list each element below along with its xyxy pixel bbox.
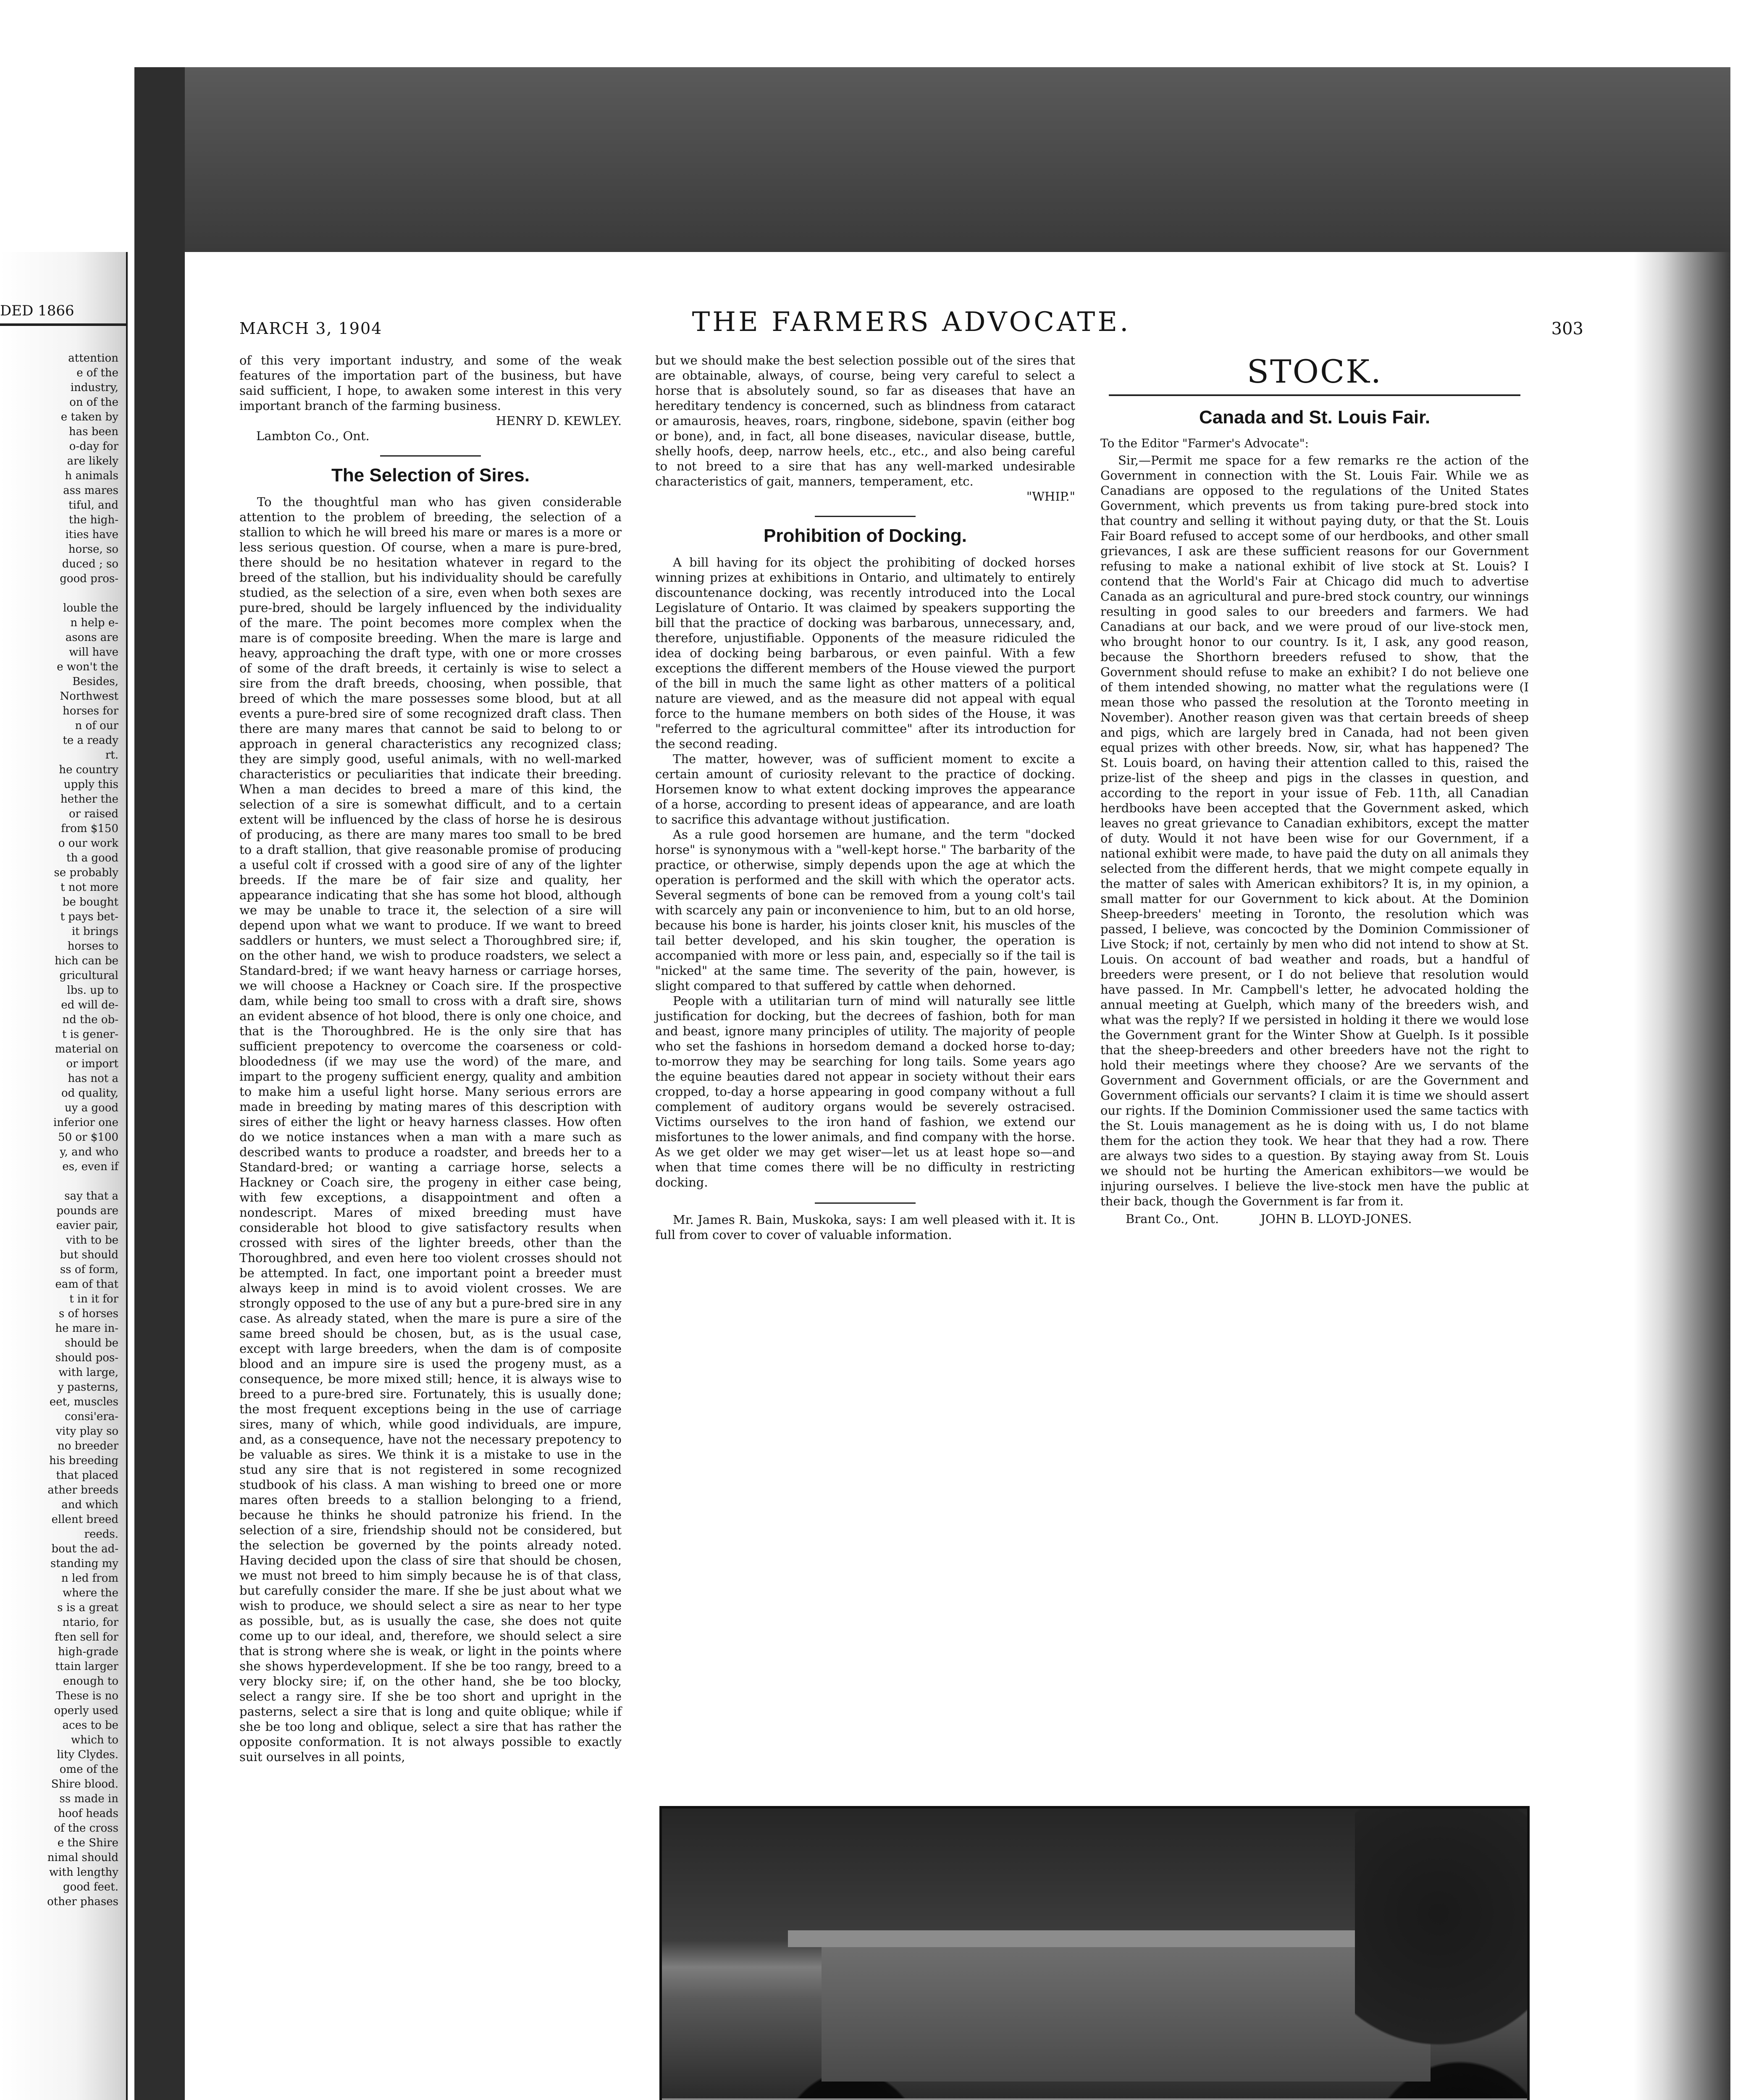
adjacent-page-line: eam of that <box>55 1278 118 1291</box>
adjacent-page-line: has not a <box>68 1072 118 1085</box>
adjacent-page-line: his breeding <box>49 1454 118 1467</box>
column-2 <box>655 353 1075 1242</box>
adjacent-page-line: ss made in <box>59 1793 118 1805</box>
article-heading-st-louis-fair: Canada and St. Louis Fair. <box>1199 407 1431 428</box>
adjacent-page-line: t in it for <box>69 1293 118 1305</box>
adjacent-page-line: no breeder <box>58 1440 118 1452</box>
adjacent-page-text <box>0 351 126 1909</box>
adjacent-page-line: or raised <box>69 808 118 820</box>
adjacent-page-line: and which <box>61 1499 118 1511</box>
adjacent-page-line: es, even if <box>62 1160 118 1173</box>
adjacent-page-line: th a good <box>66 852 118 864</box>
adjacent-page-line: horses to <box>67 940 118 953</box>
adjacent-page-line: attention <box>68 352 118 365</box>
adjacent-page-line: od quality, <box>61 1087 118 1100</box>
adjacent-page-line: tiful, and <box>68 499 118 512</box>
adjacent-page-line: t is gener- <box>62 1028 118 1041</box>
adjacent-page-line: s is a great <box>57 1601 118 1614</box>
adjacent-page-line: from $150 <box>61 822 118 835</box>
publication-title: THE FARMERS ADVOCATE. <box>692 307 1131 338</box>
reader-note-text: Mr. James R. Bain, Muskoka, says: I am well pleased with it. It is full from cover to cover of valuable information. <box>655 1213 1075 1242</box>
adjacent-page-line: gricultural <box>59 969 118 982</box>
newspaper-page <box>185 252 1634 2100</box>
adjacent-page-line: t pays bet- <box>60 911 118 923</box>
photo-barn <box>822 1947 1431 2082</box>
adjacent-page-line: n help e- <box>70 617 118 629</box>
adjacent-page-line: it brings <box>71 925 118 938</box>
adjacent-page-line: ather breeds <box>47 1484 118 1496</box>
adjacent-page-line: Besides, <box>72 675 118 688</box>
page-header <box>239 307 1583 344</box>
adjacent-page-line: vith to be <box>66 1234 118 1247</box>
cattle-photograph <box>659 1806 1530 2100</box>
section-title-stock: STOCK. <box>1247 353 1383 390</box>
column-3 <box>1100 353 1529 1226</box>
adjacent-page-line: Northwest <box>60 690 118 703</box>
intro-paragraph: of this very important industry, and some of the weak features of the importation part of the business, but have said sufficient, I hope, to awaken some interest in this very important branch of the farming business. <box>239 353 622 413</box>
adjacent-page-line: horse, so <box>68 543 118 556</box>
adjacent-page-line: ed will de- <box>61 999 118 1011</box>
adjacent-page-line: are likely <box>67 455 118 467</box>
photo-tree <box>1355 1809 1527 2100</box>
article-paragraph: As a rule good horsemen are humane, and the term "docked horse" is synonymous with a "well-kept horse." The barbarity of the practice, or otherwise, simply depends upon the age at which the operation is performed and the skill with which the operator acts. Several segments of bone can be removed from a young colt's tail with scarcely any pain or inconvenience to him, but to an old horse, because his bone is harder, his joints closer knit, his muscles of the tail better developed, and his skin tougher, the operation is accompanied with more or less pain, and, especially so if the tail is "nicked" at the same time. The severity of the pain, however, is slight compared to that suffered by cattle when dehorned. <box>655 827 1075 993</box>
salutation: To the Editor "Farmer's Advocate": <box>1100 436 1309 450</box>
reader-note <box>655 1212 1075 1242</box>
adjacent-page-line: aces to be <box>62 1719 118 1732</box>
issue-date: MARCH 3, 1904 <box>239 319 383 338</box>
adjacent-page-line: ntario, for <box>62 1616 118 1629</box>
adjacent-page-line: te a ready <box>63 734 118 747</box>
adjacent-page-line: upply this <box>63 778 118 791</box>
photo-figure <box>659 1806 1525 2100</box>
scan-border-right <box>1634 252 1730 2100</box>
adjacent-page-line: ities have <box>65 528 118 541</box>
adjacent-page-line: inferior one <box>53 1116 118 1129</box>
intro-location: Lambton Co., Ont. <box>256 429 370 443</box>
adjacent-page-line: should be <box>65 1337 118 1349</box>
adjacent-page-line: e the Shire <box>57 1837 118 1849</box>
intro-author: HENRY D. KEWLEY. <box>496 414 622 428</box>
intro-signature <box>239 413 622 444</box>
adjacent-page-line: enough to <box>63 1675 118 1688</box>
adjacent-page-line: operly used <box>54 1704 118 1717</box>
adjacent-page-line <box>0 1174 126 1189</box>
adjacent-page-line: material on <box>55 1043 118 1055</box>
article-paragraph: The matter, however, was of sufficient moment to excite a certain amount of curiosity relevant to the practice of docking. Horsemen know to what extent docking improves the appearance of a horse, according to present ideas of appearance, and are loath to sacrifice this advantage without justification. <box>655 752 1075 827</box>
article-body-selection-of-sires <box>239 494 622 1764</box>
adjacent-page-line: he mare in- <box>55 1322 118 1335</box>
article-body-prohibition-of-docking <box>655 555 1075 1190</box>
adjacent-page-line: he country <box>59 764 118 776</box>
column-2-intro <box>655 353 1075 489</box>
adjacent-page-strip <box>0 252 128 2100</box>
adjacent-page-line: hether the <box>60 793 118 806</box>
adjacent-page-line: with large, <box>58 1366 118 1379</box>
adjacent-page-line: louble the <box>63 602 118 614</box>
adjacent-page-line: n led from <box>61 1572 118 1585</box>
adjacent-page-line: These is no <box>56 1690 118 1702</box>
adjacent-page-line: uy a good <box>64 1102 118 1114</box>
intro-paragraph-2: but we should make the best selection possible out of the sires that are obtainable, always, of course, being very careful to select a horse that is absolutely sound, so far as diseases that have an hereditary tendency is concerned, such as blindness from cataract or amaurosis, heaves, roars, ringbone, sidebone, spavin (either bog or bone), and, in fact, all bone diseases, navicular disease, buttle, shelly hoofs, deep, narrow heels, etc., etc., and also being careful to not breed to a sire that has any well-marked undesirable characteristics of gait, manners, temperament, etc. <box>655 353 1075 488</box>
adjacent-page-line: hich can be <box>55 955 118 967</box>
adjacent-page-line: s of horses <box>58 1307 118 1320</box>
adjacent-page-line: hoof heads <box>58 1807 118 1820</box>
article-paragraph: People with a utilitarian turn of mind will naturally see little justification for docking, but the decrees of fashion, both for man and beast, ignore many principles of utility. The majority of people who set the fashions in horsedom demand a docked horse to-day; to-morrow they may be searching for long tails. Some years ago the equine beauties dared not appear in society without their ears cropped, to-day a horse appearing in good company without a full complement of auditory organs would be severely ostracised. Victims ourselves to the iron hand of fashion, we extend our misfortunes to the lower animals, and find company with the horse. As we get older we may get wiser—let us at least hope so—and when that time comes there will be no difficulty in restricting docking. <box>655 994 1075 1189</box>
adjacent-page-line: o our work <box>58 837 118 850</box>
adjacent-page-line: ss of form, <box>60 1263 118 1276</box>
adjacent-page-line: ttain larger <box>55 1660 118 1673</box>
adjacent-page-line: will have <box>69 646 118 659</box>
article-heading-prohibition-of-docking: Prohibition of Docking. <box>764 525 967 546</box>
section-rule <box>380 455 481 457</box>
adjacent-page-line: t not more <box>60 881 118 894</box>
scan-border-left <box>134 67 185 2100</box>
adjacent-page-line: ellent breed <box>51 1513 118 1526</box>
adjacent-page-line: high-grade <box>58 1646 118 1658</box>
adjacent-page-line: of the cross <box>54 1822 118 1835</box>
article-body-st-louis-fair <box>1100 453 1529 1209</box>
adjacent-page-line: nimal should <box>47 1851 118 1864</box>
signature-location: Brant Co., Ont. <box>1126 1212 1219 1226</box>
column-1-intro <box>239 353 622 413</box>
article-paragraph: To the thoughtful man who has given considerable attention to the problem of breeding, the selection of a stallion to which he will breed his mare or mares is a more or less serious question. Of course, when a mare is pure-bred, there should be no hesitation whatever in regard to the breed of the stallion, but his individuality should be carefully studied, as the selection of a sire, even when both sexes are pure-bred, should be largely influenced by the individuality of the mare. The point becomes more complex when the mare is of composite breeding. When the mare is large and heavy, approaching the draft type, with one or more crosses of some of the draft breeds, it certainly is wise to select a sire from the draft breeds, choosing, when possible, that breed of which the mare possesses some blood, but at all events a pure-bred sire of some recognized draft class. Then there are many mares that cannot be said to belong to or approach in general characteristics any recognized class; they are simply good, useful animals, with no well-marked characteristics or peculiarities that indicate their breeding. When a man decides to breed a mare of this kind, the selection of a sire is somewhat difficult, and to a certain extent will be influenced by the class of horse he is desirous of producing, as there are many mares too small to be bred to a draft stallion, that give reasonable promise of producing a useful colt if crossed with a good sire of any of the lighter breeds. If the mare be of fair size and quality, her appearance indicating that she has some hot blood, although we may be unable to trace it, the selection of a sire will depend upon what we want to produce. If we want to breed saddlers or hunters, we must select a Thoroughbred sire; if, on the other hand, we wish to produce roadsters, we select a Standard-bred; if we want heavy harness or carriage horses, we will choose a Hackney or Coach sire. If the prospective dam, while being too small to cross with a draft sire, shows an evident absence of hot blood, there is only one choice, and that is the Thoroughbred. He is the only sire that has sufficient prepotency to overcome the coarseness or cold-bloodedness (if we may use the word) of the mare, and impart to the progeny sufficient energy, quality and ambition to make him a useful light horse. Many serious errors are made in breeding by mating mares of this description with sires of either the light or heavy harness classes. How often do we notice instances when a man with a mare such as described wants to produce a roadster, and breeds her to a Standard-bred; or wanting a carriage horse, selects a Hackney or Coach sire, the progeny in either case being, with few exceptions, a disappointment and often a nondescript. Mares of mixed breeding must have considerable hot blood to give satisfactory results when crossed with sires of the lighter breeds, other than the Thoroughbred, and even here too violent crosses should not be attempted. In fact, one important point a breeder must always keep in mind is to avoid violent crosses. We are strongly opposed to the use of any but a pure-bred sire in any case. As already stated, when the mare is pure a sire of the same breed should be chosen, but, as is the usual case, except with large breeders, when the dam is of composite blood and an impure sire is used the progeny must, as a consequence, be more mixed still; hence, it is always wise to breed to a pure-bred sire. Fortunately, this is usually done; the most frequent exceptions being in the use of carriage sires, many of which, while good individuals, are impure, and, as a consequence, have not the necessary prepotency to be valuable as sires. We think it is a mistake to use in the stud any sire that is not registered in some recognized studbook of his class. A man wishing to breed one or more mares often breeds to a stallion belonging to a friend, because he thinks he should patronize his friend. In the selection of a sire, friendship should not be considered, but the selection be governed by the points already noted. Having decided upon the class of sire that should be chosen, we must not breed to him simply because he is of that class, but carefully consider the mare. If she be just about what we wish to produce, we should select a sire as near to her type as possible, but, as is usually the case, she does not quite come up to our ideal, and, therefore, we should select a sire that is strong where she is weak, or light in the points where she shows hyperdevelopment. If she be too rangy, breed to a very blocky sire; if, on the other hand, she be too blocky, select a rangy sire. If she be too short and upright in the pasterns, select a sire that is long and quite oblique; while if she be too long and oblique, select a sire that has rather the opposite conformation. It is not always possible to exactly suit ourselves in all points, <box>239 495 622 1764</box>
article-paragraph: A bill having for its object the prohibiting of docked horses winning prizes at exhibitions in Ontario, and ultimately to entirely discountenance docking, was recently introduced into the Local Legislature of Ontario. It was claimed by speakers supporting the bill that the practice of docking was barbarous, unnecessary, and, therefore, unjustifiable. Opponents of the measure ridiculed the idea of docking being barbarous, or even painful. With a few exceptions the different members of the House viewed the purport of the bill in much the same light as other matters of a political nature are viewed, and as the measure did not appeal with equal force to the humane members on both sides of the House, it was "referred to the agricultural committee" after its introduction for the second reading. <box>655 555 1075 751</box>
adjacent-page-line <box>0 586 126 601</box>
adjacent-page-line: eavier pair, <box>56 1219 118 1232</box>
photo-fence <box>662 2098 1527 2100</box>
column-1 <box>239 353 622 1764</box>
adjacent-page-line: Shire blood. <box>51 1778 118 1790</box>
adjacent-page-line: y pasterns, <box>57 1381 118 1394</box>
section-rule-2 <box>815 516 916 517</box>
adjacent-page-line: vity play so <box>56 1425 118 1438</box>
adjacent-page-line: should pos- <box>55 1352 118 1364</box>
adjacent-page-line: pounds are <box>56 1205 118 1217</box>
adjacent-page-line: lbs. up to <box>67 984 118 997</box>
adjacent-page-line: or import <box>66 1058 118 1070</box>
adjacent-page-line: industry, <box>70 381 118 394</box>
scan-border-top <box>134 67 1730 252</box>
adjacent-page-line: e of the <box>76 367 118 379</box>
adjacent-page-line: good feet. <box>63 1881 118 1893</box>
adjacent-page-line: other phases <box>47 1895 118 1908</box>
adjacent-page-line: but should <box>60 1249 118 1261</box>
adjacent-page-line: duced ; so <box>62 558 118 570</box>
adjacent-page-line: good pros- <box>60 572 118 585</box>
adjacent-page-line: n of our <box>75 719 118 732</box>
adjacent-page-line: nd the ob- <box>62 1013 118 1026</box>
signature-author: JOHN B. LLOYD-JONES. <box>1260 1212 1412 1226</box>
adjacent-page-line: that placed <box>56 1469 118 1482</box>
adjacent-page-line: o-day for <box>69 440 118 453</box>
adjacent-page-line: rt. <box>105 749 118 761</box>
intro-author-2: "WHIP." <box>1026 489 1075 504</box>
article-paragraph: Sir,—Permit me space for a few remarks re the action of the Government in connection with the St. Louis Fair. While we as Canadians are opposed to the regulations of the United States Government, which prevents us from taking pure-bred stock into that country and selling it without paying duty, or that the St. Louis Fair Board refused to accept some of our herdbooks, and other small grievances, I ask are these sufficient reasons for our Government refusing to make a national exhibit of live stock at St. Louis? I contend that the World's Fair at Chicago did much to advertise Canada as an agricultural and pure-bred stock country, our winnings resulting in good sales to our breeders and farmers. We had Canadians at our back, and we were proud of our live-stock men, who brought honor to our country. Is it, I ask, any good reason, because the Shorthorn breeders refused to show, that the Government should refuse to make an exhibit? I do not believe one of them intended showing, no matter what the regulations were (I mean those who passed the resolution at the Toronto meeting in November). Another reason given was that certain breeds of sheep and pigs, which are largely bred in Canada, had not been given equal prizes with other breeds. Now, sir, what has happened? The St. Louis board, on having their attention called to this, raised the prize-list of the sheep and pigs in the classes in question, and according to the report in your issue of Feb. 11th, all Canadian herdbooks have been accepted that the Government asked, which leaves no great grievance to Canadian exhibitors, except the matter of duty. Would it not have been wise for our Government, if a national exhibit were made, to have paid the duty on all animals they selected from the different herds, that we might compete equally in the matter of sales with American exhibitors? It is, in my opinion, a small matter for our Government to kick about. At the Dominion Sheep-breeders' meeting in Toronto, the resolution which was passed, I believe, was concocted by the Dominion Commissioner of Live Stock; if not, certainly by men who did not intend to show at St. Louis. On account of bad weather and roads, but a handful of breeders were present, or I do not believe that resolution would have passed. In Mr. Campbell's letter, he advocated holding the annual meeting at Guelph, which many of the breeders wish, and what was the reply? If we persisted in holding it there we would lose the Government grant for the Winter Show at Guelph. Is it possible that the sheep-breeders and other breeders have not the right to hold their meetings where they choose? Are we servants of the Government and Government officials, or are the Government and Government officials our servants? I claim it is time we should assert our rights. If the Dominion Commissioner used the same tactics with the St. Louis management as he is doing with us, I do not blame them for the action they took. We hear that they had a row. There are always two sides to a question. By staying away from St. Louis we should not be hurting the American exhibitors—we would be injuring ourselves. I believe the live-stock men have the public at their back, though the Government is far from it. <box>1100 453 1529 1208</box>
adjacent-page-line: e taken by <box>60 411 118 423</box>
adjacent-page-line: asons are <box>65 631 118 644</box>
letter-signature <box>1100 1211 1529 1226</box>
adjacent-page-line: 50 or $100 <box>58 1131 118 1144</box>
adjacent-page-line: bout the ad- <box>51 1543 118 1555</box>
adjacent-page-line: be bought <box>62 896 118 908</box>
adjacent-page-line: ften sell for <box>55 1631 118 1643</box>
adjacent-page-line: e won't the <box>57 661 118 673</box>
adjacent-page-line: where the <box>62 1587 118 1599</box>
adjacent-page-line: which to <box>71 1734 118 1746</box>
adjacent-page-line: the high- <box>68 514 118 526</box>
adjacent-page-line: with lengthy <box>49 1866 118 1879</box>
adjacent-page-line: consi'era- <box>65 1410 118 1423</box>
adjacent-page-line: reeds. <box>84 1528 118 1541</box>
adjacent-page-line: has been <box>68 425 118 438</box>
adjacent-page-line: standing my <box>50 1557 118 1570</box>
adjacent-page-line: ome of the <box>59 1763 118 1776</box>
adjacent-page-line: lity Clydes. <box>57 1748 118 1761</box>
adjacent-page-line: ass mares <box>63 484 118 497</box>
adjacent-page-rule <box>0 323 126 326</box>
adjacent-page-line: h animals <box>65 470 118 482</box>
adjacent-page-line: say that a <box>64 1190 118 1202</box>
section-title-rule <box>1109 394 1520 396</box>
adjacent-page-line: se probably <box>54 866 118 879</box>
article-heading-selection-of-sires: The Selection of Sires. <box>331 465 530 486</box>
adjacent-page-line: on of the <box>69 396 118 409</box>
section-rule-3 <box>815 1202 916 1204</box>
adjacent-page-line: horses for <box>63 705 118 717</box>
adjacent-page-line: y, and who <box>60 1146 118 1158</box>
page-number: 303 <box>1551 319 1583 339</box>
adjacent-page-line: eet, muscles <box>49 1396 118 1408</box>
adjacent-page-header: DED 1866 <box>0 302 74 319</box>
